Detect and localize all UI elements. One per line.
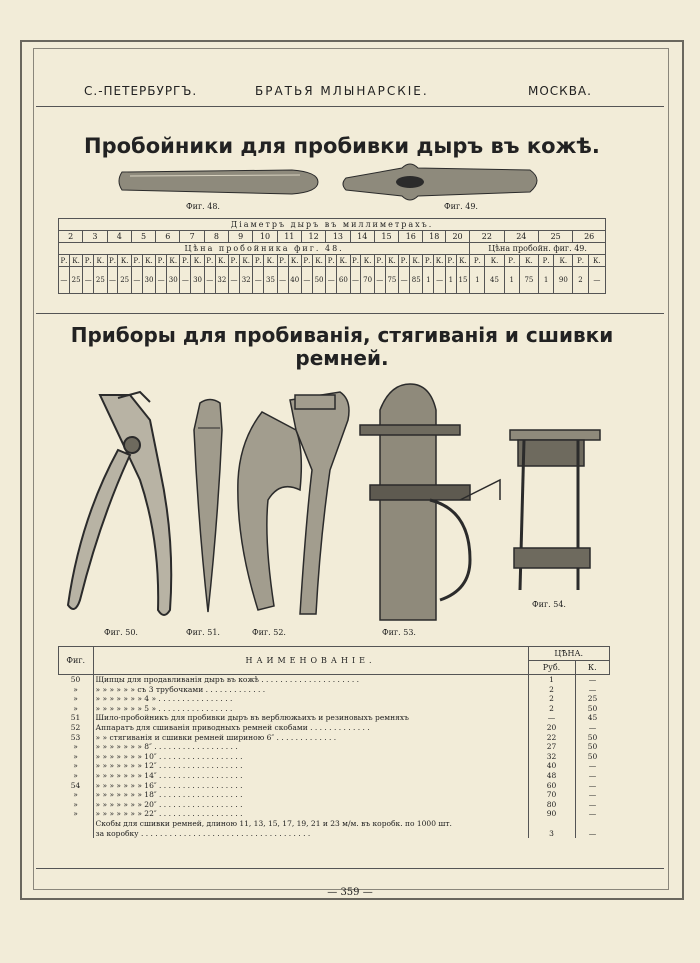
kop-label: К. [191, 255, 204, 267]
rub-label: Р. [470, 255, 485, 267]
row-fig: » [59, 704, 94, 714]
row-name: » » » » » » » 8″ . . . . . . . . . . . . . . . . . . [93, 742, 528, 752]
price-kop-cell: 25 [118, 267, 131, 294]
clamp-fig54-illustration [510, 430, 600, 590]
fig53-caption: Фиг. 53. [382, 628, 416, 637]
row-kop: 45 [587, 713, 598, 723]
price-rub-cell: — [59, 267, 70, 294]
row-kop: — [588, 790, 597, 800]
table-row [59, 733, 610, 743]
section2-title: Приборы для пробиванія, стягиванія и сшивки ремней. [70, 323, 614, 370]
section-rule [36, 313, 664, 314]
price-kop-cell: 60 [337, 267, 350, 294]
table-row [59, 771, 610, 781]
price-rub-cell: — [107, 267, 118, 294]
diameter-row: 2 3 4 5 6 7 8 9 10 11 12 13 14 15 16 18 20 22 24 25 26 [59, 231, 606, 243]
row-name: » » » » » » » 14″ . . . . . . . . . . . . . . . . . . [93, 771, 528, 781]
row-name: Шило-пробойникъ для пробивки дыръ въ верблюжьихъ и резиновыхъ ремняхъ [93, 713, 528, 723]
row-name: Скобы для сшивки ремней, длиною 11, 13, 15, 17, 19, 21 и 23 м/м. въ коробк. по 1000 шт. [93, 819, 528, 829]
kop-label: К. [94, 255, 107, 267]
row-rub: 1 [528, 675, 575, 685]
row-name: » » » » » » » 4 » . . . . . . . . . . . . . . . . [93, 694, 528, 704]
row-name: » » » » » » » 18″ . . . . . . . . . . . . . . . . . . [93, 790, 528, 800]
rub-label: Р. [303, 256, 311, 265]
price-kop-cell: 75 [385, 267, 398, 294]
kop-label: К. [588, 255, 605, 267]
price-rub-cell: — [301, 267, 312, 294]
fig51-caption: Фиг. 51. [186, 628, 220, 637]
kop-label: К. [142, 255, 155, 267]
price-kop-cell: — [588, 267, 605, 294]
kop-label: К. [485, 255, 504, 267]
row-fig: » [59, 685, 94, 695]
table-row [59, 829, 610, 839]
row-kop: — [588, 761, 597, 771]
kop-label: К. [69, 255, 82, 267]
kop-label: К. [215, 255, 228, 267]
row-fig: » [59, 809, 94, 819]
row-name: » » » » » » » 16″ . . . . . . . . . . . . . . . . . . [93, 781, 528, 791]
row-name: Щипцы для продавливанія дыръ въ кожѣ . . . . . . . . . . . . . . . . . . . . . [93, 675, 528, 685]
price-kop-cell: 32 [239, 267, 252, 294]
section1-title: Пробойники для пробивки дыръ въ кожѣ. [84, 134, 600, 158]
rub-label: Р. [573, 255, 588, 267]
price-rub-cell: — [350, 267, 361, 294]
row-fig: » [59, 742, 94, 752]
rub-label: Р. [109, 256, 116, 265]
row-name: Аппаратъ для сшиванія приводныхъ ремней скобами . . . . . . . . . . . . . [93, 723, 528, 733]
items-price-table [58, 646, 610, 838]
row-kop: — [588, 722, 597, 732]
row-rub [528, 819, 575, 829]
table-row [59, 704, 610, 714]
price-rub-cell: — [83, 267, 94, 294]
row-kop: — [588, 828, 597, 838]
row-name: » » » » » » » 10″ . . . . . . . . . . . . . . . . . . [93, 752, 528, 762]
fig52-caption: Фиг. 52. [252, 628, 286, 637]
col-kop-header: К. [575, 661, 610, 675]
row-fig: 51 [59, 713, 94, 723]
row-kop: — [588, 770, 597, 780]
table-row [59, 819, 610, 829]
rub-label: Р. [447, 256, 455, 265]
row-kop: 25 [587, 694, 598, 704]
price-rub-cell: 1 [423, 267, 434, 294]
rub-label: Р. [279, 256, 287, 265]
price-rub-cell: 1 [445, 267, 456, 294]
col-name-header: НАИМЕНОВАНІЕ. [93, 647, 528, 675]
price-kop-cell: 25 [94, 267, 107, 294]
fig50-caption: Фиг. 50. [104, 628, 138, 637]
table-row [59, 694, 610, 704]
row-kop: — [588, 799, 597, 809]
row-fig: 54 [59, 781, 94, 791]
price-kop-cell: 40 [288, 267, 301, 294]
kop-label: К. [410, 255, 423, 267]
price-kop-cell: 85 [410, 267, 423, 294]
price-rub-cell: — [131, 267, 142, 294]
rub-label: Р. [181, 256, 189, 265]
row-fig: » [59, 800, 94, 810]
col-rub-header: Руб. [528, 661, 575, 675]
row-name: » » » » » » » 5 » . . . . . . . . . . . . . . . . [93, 704, 528, 714]
bottom-rule [36, 868, 664, 869]
price-kop-cell: 75 [519, 267, 538, 294]
rub-label: Р. [327, 256, 335, 265]
price-kop-cell: 25 [69, 267, 82, 294]
kop-label: К. [239, 255, 252, 267]
price-kop-cell: 32 [215, 267, 228, 294]
kop-label: К. [385, 255, 398, 267]
price-rub-cell: 1 [470, 267, 485, 294]
row-rub: 48 [528, 771, 575, 781]
row-name: » » » » » » съ 3 трубочками . . . . . . . . . . . . . [93, 685, 528, 695]
price-rub-cell: — [204, 267, 215, 294]
col-price-header: ЦѢНА. [528, 647, 610, 661]
row-kop: — [588, 675, 597, 684]
row-kop: 50 [587, 742, 598, 752]
apparatus-fig52-illustration [238, 392, 349, 614]
row-fig [59, 829, 94, 839]
row-fig: » [59, 771, 94, 781]
price-kop-cell: 15 [456, 267, 469, 294]
row-rub: 80 [528, 800, 575, 810]
kop-label: К. [434, 255, 446, 267]
table-row [59, 713, 610, 723]
row-rub: 22 [528, 733, 575, 743]
row-kop: — [588, 684, 597, 694]
rub-label: Р. [538, 255, 553, 267]
price-rub-cell: — [326, 267, 337, 294]
row-fig: » [59, 761, 94, 771]
price49-label: Цѣна пробойн. фиг. 49. [470, 243, 606, 255]
table-row [59, 800, 610, 810]
punch-price-table [58, 218, 606, 294]
kop-label: К. [554, 255, 573, 267]
rub-label: Р. [352, 256, 359, 265]
rub-label: Р. [424, 256, 432, 265]
price-rub-cell: — [253, 267, 264, 294]
rub-label: Р. [60, 256, 68, 265]
kop-label: К. [456, 255, 469, 267]
row-fig: 53 [59, 733, 94, 743]
rub-label: Р. [400, 256, 408, 265]
row-name: » » стягиванія и сшивки ремней шириною 6″ . . . . . . . . . . . . . [93, 733, 528, 743]
kop-label: К. [118, 255, 131, 267]
row-name: » » » » » » » 20″ . . . . . . . . . . . . . . . . . . [93, 800, 528, 810]
price-rub-cell: — [277, 267, 288, 294]
row-kop: 50 [587, 732, 598, 742]
table-row [59, 761, 610, 771]
price-rub-cell: — [229, 267, 240, 294]
row-rub: 2 [528, 694, 575, 704]
price-kop-cell: 45 [485, 267, 504, 294]
price-rub-cell: 1 [504, 267, 519, 294]
table-row [59, 675, 610, 685]
row-fig [59, 819, 94, 829]
kop-label: К. [288, 255, 301, 267]
rub-label: Р. [376, 256, 384, 265]
kop-label: К. [519, 255, 538, 267]
row-rub: 90 [528, 809, 575, 819]
rub-label: Р. [206, 256, 214, 265]
row-fig: » [59, 790, 94, 800]
kop-label: К. [361, 255, 374, 267]
price-kop-cell: 30 [167, 267, 180, 294]
price-kop-cell: 70 [361, 267, 374, 294]
table-row [59, 752, 610, 762]
price-rub-cell: — [374, 267, 385, 294]
row-name: за коробку . . . . . . . . . . . . . . . . . . . . . . . . . . . . . . . . . . . . [93, 829, 528, 839]
rub-label: Р. [133, 256, 141, 265]
kop-label: К. [167, 255, 180, 267]
fig49-caption: Фиг. 49. [444, 202, 478, 211]
row-rub: 27 [528, 742, 575, 752]
diameter-header: Діаметръ дыръ въ миллиметрахъ. [59, 219, 606, 231]
price-kop-cell: 50 [312, 267, 325, 294]
table-row [59, 809, 610, 819]
table-row [59, 742, 610, 752]
row-fig: 50 [59, 675, 94, 685]
table-row [59, 781, 610, 791]
punch-fig49-illustration [343, 164, 537, 200]
price-kop-cell: 35 [264, 267, 277, 294]
price-row [59, 267, 606, 294]
fig48-caption: Фиг. 48. [186, 202, 220, 211]
rub-label: Р. [504, 255, 519, 267]
row-kop: 50 [587, 703, 598, 713]
row-rub: — [528, 713, 575, 723]
awl-fig51-illustration [194, 400, 222, 613]
price-kop-cell: 30 [142, 267, 155, 294]
row-kop: 50 [587, 751, 598, 761]
row-name: » » » » » » » 22″ . . . . . . . . . . . . . . . . . . [93, 809, 528, 819]
row-rub: 60 [528, 781, 575, 791]
table-row [59, 685, 610, 695]
rub-label: Р. [84, 256, 92, 265]
row-rub: 20 [528, 723, 575, 733]
rub-label: Р. [157, 256, 165, 265]
table-row [59, 790, 610, 800]
row-fig: » [59, 752, 94, 762]
punch-fig48-illustration [119, 170, 318, 194]
price-rub-cell: 1 [538, 267, 553, 294]
row-rub: 2 [528, 685, 575, 695]
rub-label: Р. [230, 256, 238, 265]
row-rub: 70 [528, 790, 575, 800]
price-kop-cell: 90 [554, 267, 573, 294]
row-rub: 2 [528, 704, 575, 714]
row-name: » » » » » » » 12″ . . . . . . . . . . . . . . . . . . [93, 761, 528, 771]
price-rub-cell: — [156, 267, 167, 294]
row-rub: 3 [528, 829, 575, 839]
row-kop: — [588, 780, 597, 790]
row-rub: 32 [528, 752, 575, 762]
kop-label: К. [264, 255, 277, 267]
pliers-fig50-illustration [68, 392, 171, 615]
rub-label: Р. [254, 256, 262, 265]
row-fig: 52 [59, 723, 94, 733]
row-kop [575, 819, 610, 829]
price-rub-cell: — [399, 267, 410, 294]
header-right-city: МОСКВА. [528, 84, 592, 98]
belt-press-fig53-illustration [360, 384, 500, 620]
kop-label: К. [337, 255, 350, 267]
row-fig: » [59, 694, 94, 704]
price48-label: Цѣна пробойника фиг. 48. [59, 243, 470, 255]
kop-label: К. [312, 255, 325, 267]
row-rub: 40 [528, 761, 575, 771]
rub-kop-row [59, 255, 606, 267]
fig54-caption: Фиг. 54. [532, 600, 566, 609]
col-fig-header: Фиг. [59, 647, 94, 675]
row-kop: — [588, 809, 597, 819]
header-left-city: С.-ПЕТЕРБУРГЪ. [84, 84, 198, 98]
price-rub-cell: — [180, 267, 191, 294]
header-company: БРАТЬЯ МЛЫНАРСКІЕ. [255, 84, 429, 98]
price-kop-cell: — [434, 267, 446, 294]
price-rub-cell: 2 [573, 267, 588, 294]
table-row [59, 723, 610, 733]
page-number: — 359 — [327, 887, 373, 898]
price-kop-cell: 30 [191, 267, 204, 294]
